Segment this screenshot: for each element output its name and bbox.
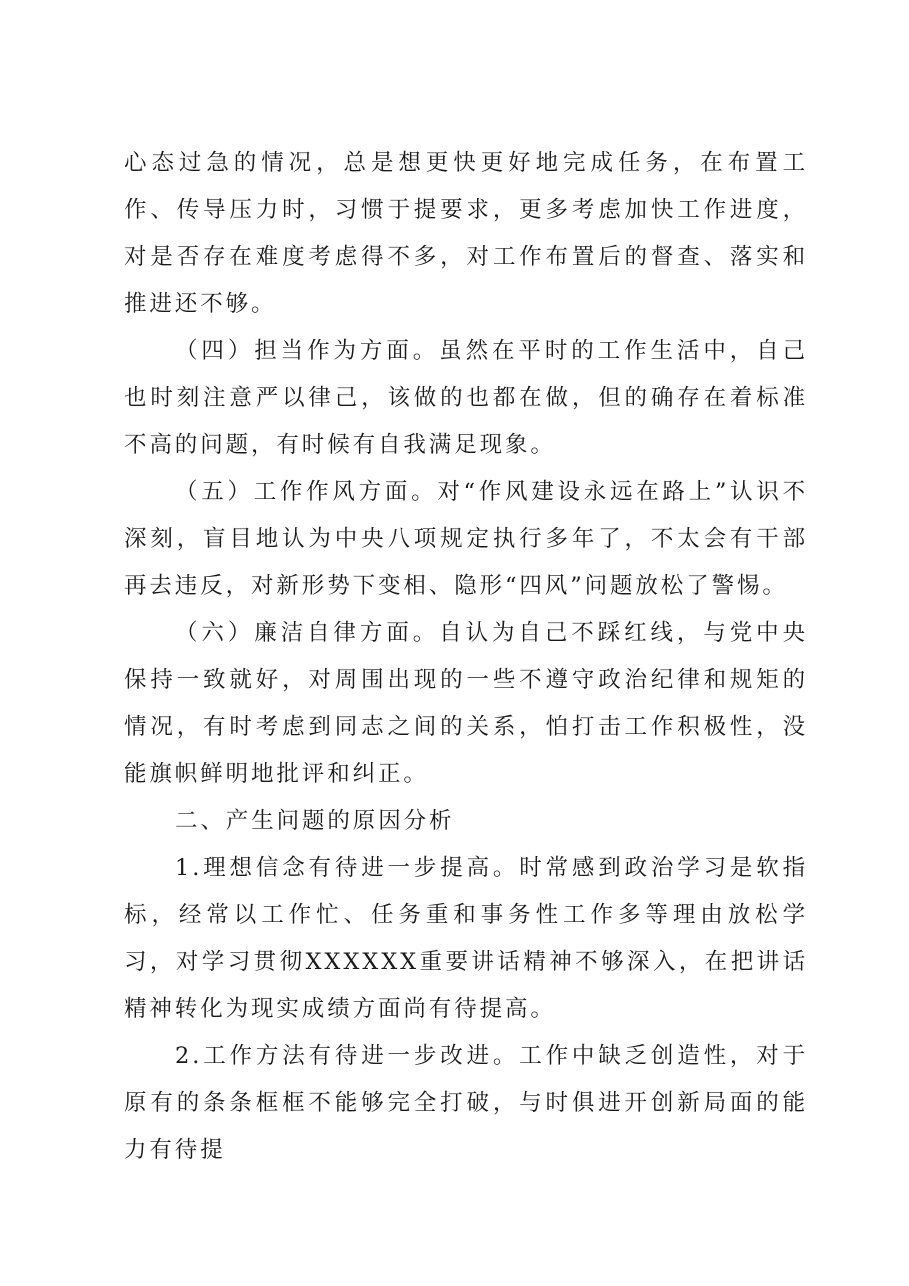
paragraph-section-six: （六）廉洁自律方面。自认为自己不踩红线，与党中央保持一致就好，对周围出现的一些不遵守政治纪律和规矩的情况，有时考虑到同志之间的关系，怕打击工作积极性，没能旗帜鲜明地批评和纠正。 bbox=[124, 620, 808, 787]
paragraph-continuation: 心态过急的情况，总是想更快更好地完成任务，在布置工作、传导压力时，习惯于提要求，更多考虑加快工作进度，对是否存在难度考虑得不多，对工作布置后的督查、落实和推进还不够。 bbox=[124, 150, 808, 317]
section-heading-cause-analysis: 二、产生问题的原因分析 bbox=[175, 808, 455, 834]
paragraph-item-two: 2.工作方法有待进一步改进。工作中缺乏创造性，对于原有的条条框框不能够完全打破，与时俱进开创新局面的能力有待提 bbox=[124, 1043, 808, 1163]
paragraph-section-four: （四）担当作为方面。虽然在平时的工作生活中，自己也时刻注意严以律己，该做的也都在做，但的确存在着标准不高的问题，有时候有自我满足现象。 bbox=[124, 338, 808, 458]
paragraph-item-one: 1.理想信念有待进一步提高。时常感到政治学习是软指标，经常以工作忙、任务重和事务性工作多等理由放松学习，对学习贯彻XXXXXX重要讲话精神不够深入，在把讲话精神转化为现实成绩方面尚有待提高。 bbox=[124, 855, 808, 1022]
document-body bbox=[124, 140, 808, 1174]
paragraph-section-five: （五）工作作风方面。对“作风建设永远在路上”认识不深刻，盲目地认为中央八项规定执行多年了，不太会有干部再去违反，对新形势下变相、隐形“四风”问题放松了警惕。 bbox=[124, 479, 808, 599]
